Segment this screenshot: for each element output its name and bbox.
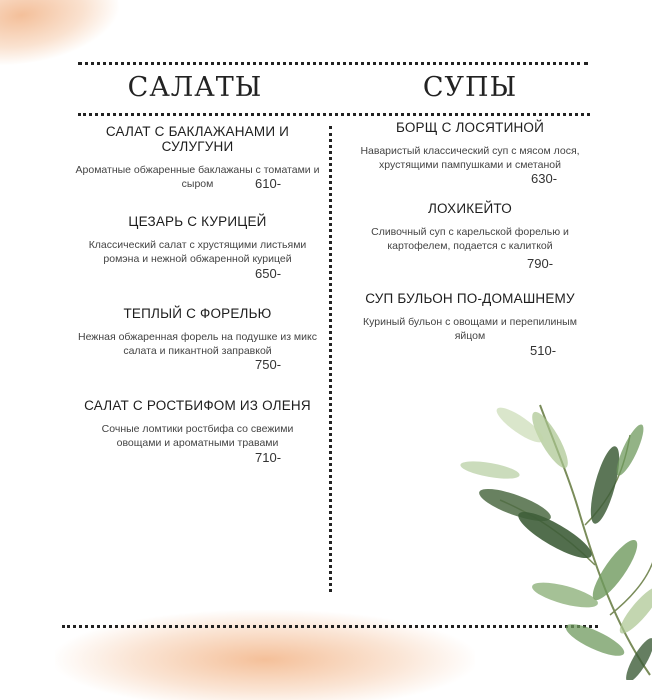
menu-item (75, 398, 320, 450)
item-price: 630- (531, 171, 558, 186)
item-price: 510- (530, 343, 557, 358)
item-name: БОРЩ С ЛОСЯТИНОЙ (395, 120, 545, 135)
menu-item (75, 306, 320, 358)
menu-item (345, 201, 595, 253)
item-name: СУП БУЛЬОН ПО-ДОМАШНЕМУ (365, 291, 575, 306)
item-price: 650- (255, 266, 282, 281)
item-description: Куриный бульон с овощами и перепилиным яйцом (363, 316, 577, 342)
item-price: 790- (527, 256, 554, 271)
watercolor-splash-bottom (55, 610, 475, 700)
column-divider (329, 126, 332, 592)
item-price: 750- (255, 357, 282, 372)
watercolor-splash-top (0, 0, 125, 70)
item-description: Классический салат с хрустящими листьями ромэна и нежной обжаренной курицей (88, 239, 307, 265)
menu-item (345, 120, 595, 172)
soups-title: СУПЫ (422, 72, 518, 103)
item-description: Ароматные обжаренные баклажаны с томатами и сыром (75, 164, 320, 190)
salads-title: САЛАТЫ (127, 72, 263, 103)
item-description: Сливочный суп с карельской форелью и картофелем, подается с калиткой (371, 226, 569, 252)
item-description: Сочные ломтики ростбифа со свежими овощами и ароматными травами (101, 423, 294, 449)
item-price: 710- (255, 450, 282, 465)
eucalyptus-branch-icon (445, 395, 652, 680)
top-divider (78, 62, 588, 65)
header-divider (78, 113, 590, 116)
menu-item (345, 291, 595, 343)
item-name: САЛАТ С БАКЛАЖАНАМИ И СУЛУГУНИ (105, 124, 290, 154)
menu-item (75, 214, 320, 266)
menu-item (75, 124, 320, 191)
item-name: САЛАТ С РОСТБИФОМ ИЗ ОЛЕНЯ (84, 398, 311, 413)
item-name: ТЕПЛЫЙ С ФОРЕЛЬЮ (123, 306, 272, 321)
item-description: Наваристый классический суп с мясом лося, хрустящими пампушками и сметаной (360, 145, 580, 171)
item-name: ЛОХИКЕЙТО (428, 201, 512, 216)
item-price: 610- (255, 176, 282, 191)
item-name: ЦЕЗАРЬ С КУРИЦЕЙ (128, 214, 267, 229)
item-description: Нежная обжаренная форель на подушке из микс салата и пикантной заправкой (78, 331, 317, 357)
